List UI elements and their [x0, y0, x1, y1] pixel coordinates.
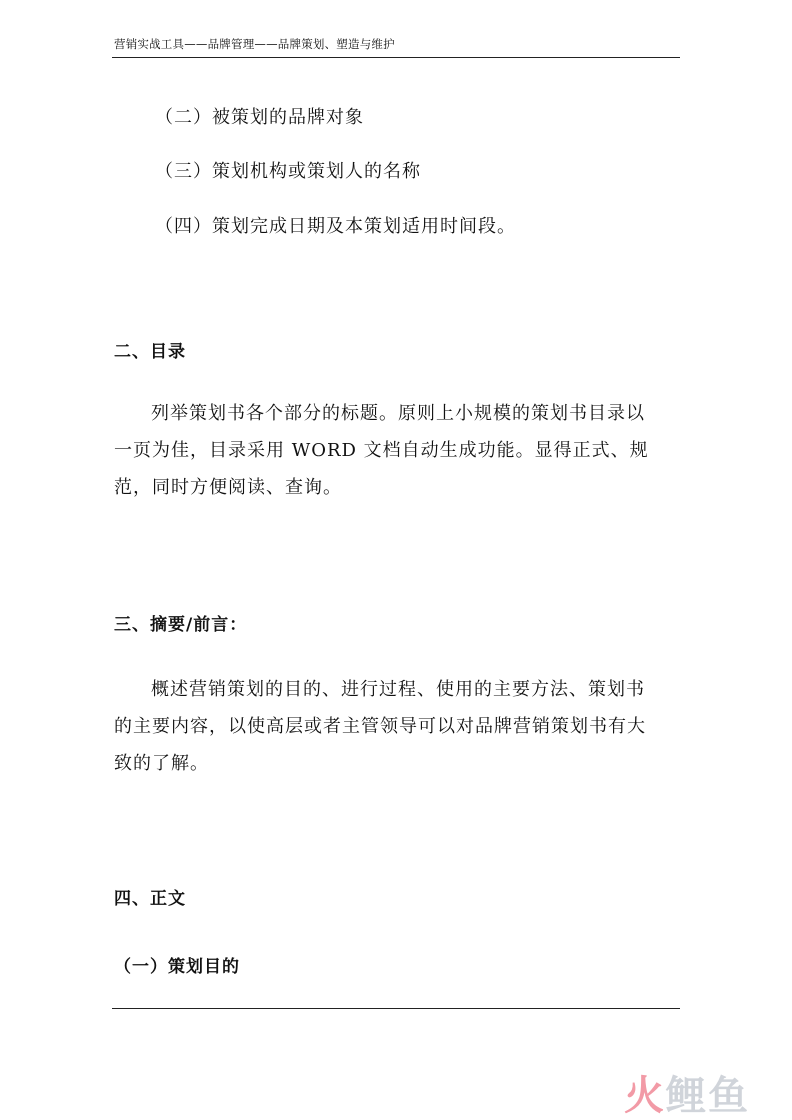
cover-item-planner-name: （三）策划机构或策划人的名称 [155, 161, 421, 182]
section-title-toc: 二、目录 [114, 342, 186, 362]
toc-paragraph [114, 395, 682, 506]
cover-item-completion-date: （四）策划完成日期及本策划适用时间段。 [155, 216, 516, 237]
toc-line-3: 范，同时方便阅读、查询。 [114, 477, 342, 498]
watermark-part-1: 火 [624, 1073, 666, 1119]
footer-divider [112, 1008, 680, 1009]
header-divider [112, 57, 680, 58]
summary-line-1: 概述营销策划的目的、进行过程、使用的主要方法、策划书 [151, 679, 645, 700]
page-header: 营销实战工具——品牌管理——品牌策划、塑造与维护 [114, 37, 395, 51]
toc-line-1: 列举策划书各个部分的标题。原则上小规模的策划书目录以 [151, 403, 645, 424]
section-title-summary: 三、摘要/前言： [114, 615, 248, 635]
section-title-body: 四、正文 [114, 889, 186, 909]
summary-line-2: 的主要内容，以使高层或者主管领导可以对品牌营销策划书有大 [114, 716, 646, 737]
summary-line-3: 致的了解。 [114, 753, 209, 774]
cover-item-brand-object: （二）被策划的品牌对象 [155, 107, 364, 128]
toc-line-2: 一页为佳，目录采用 WORD 文档自动生成功能。显得正式、规 [114, 440, 649, 461]
watermark-part-2: 鲤鱼 [666, 1073, 750, 1119]
subsection-title-purpose: （一）策划目的 [114, 957, 240, 977]
watermark-logo [624, 1074, 750, 1118]
summary-paragraph [114, 671, 682, 782]
